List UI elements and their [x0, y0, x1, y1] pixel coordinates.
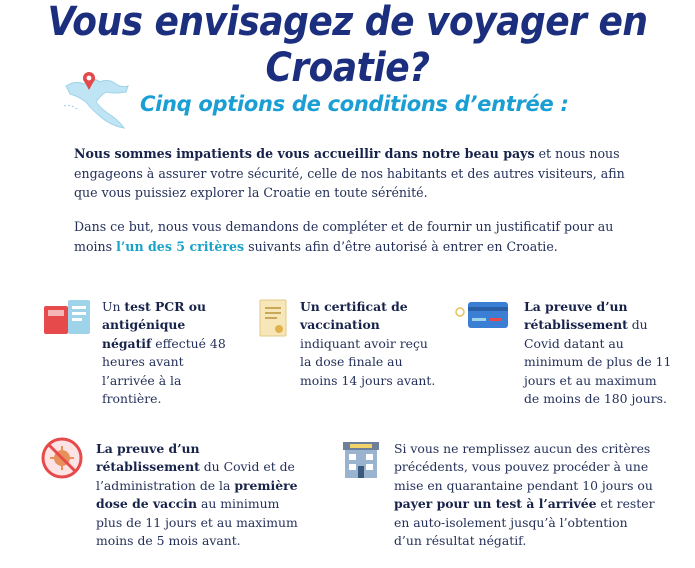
option-test-text: effectué 48 heures avant l’arrivée à la frontière.: [102, 335, 226, 407]
option-test: [102, 298, 232, 408]
option-vaccination-text: indiquant avoir reçu la dose finale au moins 14 jours avant.: [300, 335, 436, 388]
intro-paragraph-2: [74, 217, 634, 256]
option-quarantine-title: payer pour un test à l’arrivée: [394, 496, 597, 512]
option-recovery: [524, 298, 674, 408]
option-first-dose: première dose de vaccin: [96, 477, 298, 512]
option-recovery-title: La preuve d’un rétablissement: [524, 299, 628, 333]
certificate-icon: [258, 298, 290, 340]
intro-text-3: suivants afin d’être autorisé à entrer en Croatie.: [244, 238, 558, 254]
criteria-highlight: l’un des 5 critères: [116, 238, 245, 254]
intro-text: et nous nous engageons à assurer votre sécurité, celle de nos habitants et des autres visiteurs, afin que vous puissiez explorer la Croatie en toute sérénité.: [74, 146, 625, 200]
hotel-icon: [340, 440, 382, 480]
virus-prohibited-icon: [40, 436, 84, 480]
page-title: Vous envisagez de voyager en Croatie?: [47, 0, 648, 91]
option-quarantine: [394, 440, 656, 550]
option-test-title: test PCR ou antigénique négatif: [102, 299, 207, 351]
test-kit-icon: [42, 296, 92, 336]
croatia-map-icon: [62, 66, 134, 130]
option-quarantine-text-2: et rester en auto-isolement jusqu’à l’obtention d’un résultat négatif.: [394, 496, 655, 549]
option-test-pre: Un: [102, 299, 125, 314]
subtitle: Cinq options de conditions d’entrée :: [140, 92, 569, 116]
option-vaccination-title: Un certificat de vaccination: [300, 299, 408, 333]
option-quarantine-text-1: Si vous ne remplissez aucun des critères précédents, vous pouvez procéder à une mise en quarantaine pendant 10 jours ou: [394, 441, 653, 493]
intro-paragraph-1: [74, 144, 634, 203]
option-recovery-dose-text-2: au minimum plus de 11 jours et au maximum moins de 5 mois avant.: [96, 496, 298, 549]
option-recovery-dose-title: La preuve d’un rétablissement: [96, 441, 200, 475]
card-icon: [454, 300, 510, 330]
option-recovery-dose: [96, 440, 306, 550]
option-recovery-text: du Covid datant au minimum de plus de 11 jours et au maximum de moins de 180 jours.: [524, 317, 672, 407]
intro-text-2: Dans ce but, nous vous demandons de compléter et de fournir un justificatif pour au moins: [74, 219, 614, 254]
option-recovery-dose-text-1: du Covid et de l’administration de la: [96, 459, 295, 493]
intro-bold: Nous sommes impatients de vous accueillir dans notre beau pays: [74, 146, 535, 161]
option-vaccination: [300, 298, 438, 390]
